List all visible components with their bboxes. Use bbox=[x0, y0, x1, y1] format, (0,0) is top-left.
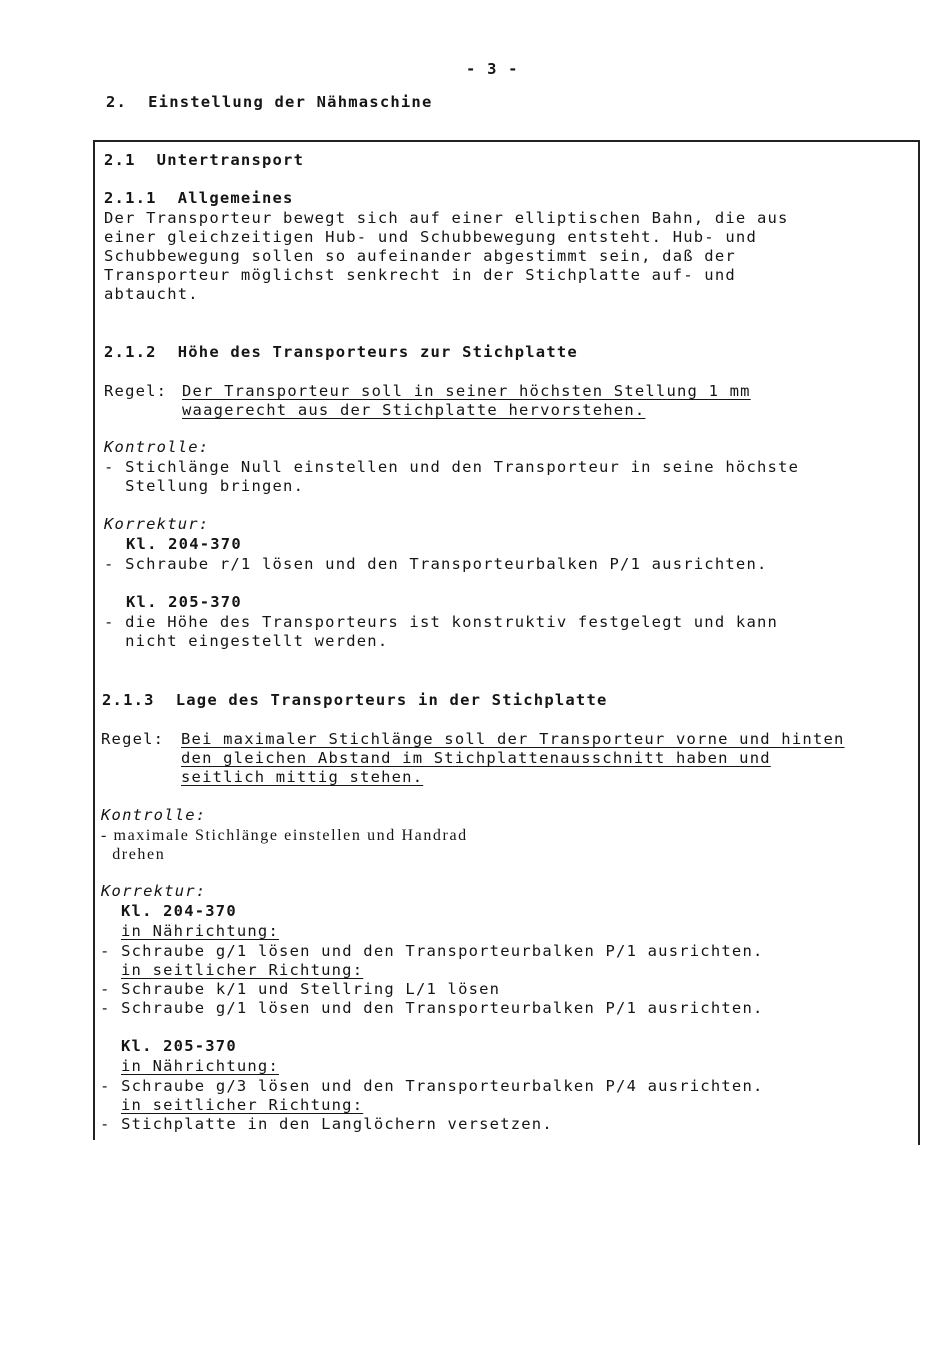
direction-label: in Nährichtung: bbox=[121, 1057, 279, 1075]
body-line: abtaucht. bbox=[104, 285, 199, 303]
regel-text: seitlich mittig stehen. bbox=[181, 768, 424, 786]
class-label: Kl. 204-370 bbox=[121, 902, 237, 920]
kontrolle-line: Stellung bringen. bbox=[104, 477, 305, 495]
regel-text: den gleichen Abstand im Stichplattenausschnitt haben und bbox=[181, 749, 771, 767]
class-label: Kl. 205-370 bbox=[121, 1037, 237, 1055]
kontrolle-line: - Stichlänge Null einstellen und den Transporteur in seine höchste bbox=[104, 458, 800, 476]
kontrolle-line: - maximale Stichlänge einstellen und Handrad bbox=[101, 827, 468, 844]
page-number: - 3 - bbox=[466, 60, 519, 78]
direction-label: in seitlicher Richtung: bbox=[121, 961, 364, 979]
direction-label: in Nährichtung: bbox=[121, 922, 279, 940]
direction-label: in seitlicher Richtung: bbox=[121, 1096, 364, 1114]
regel-label: Regel: bbox=[101, 730, 165, 748]
regel-text: Bei maximaler Stichlänge soll der Transporteur vorne und hinten bbox=[181, 730, 845, 748]
section-2-1-heading: 2.1 Untertransport bbox=[104, 151, 305, 169]
body-line: Der Transporteur bewegt sich auf einer elliptischen Bahn, die aus bbox=[104, 209, 789, 227]
korrektur-line: - Schraube k/1 und Stellring L/1 lösen bbox=[100, 980, 501, 998]
body-line: Transporteur möglichst senkrecht in der Stichplatte auf- und bbox=[104, 266, 736, 284]
chapter-title: 2. Einstellung der Nähmaschine bbox=[106, 93, 433, 111]
frame-top-border bbox=[93, 140, 919, 142]
korrektur-line: - Schraube g/1 lösen und den Transporteurbalken P/1 ausrichten. bbox=[100, 999, 764, 1017]
frame-right-border bbox=[918, 140, 920, 1145]
section-2-1-1-heading: 2.1.1 Allgemeines bbox=[104, 189, 294, 207]
korrektur-label: Korrektur: bbox=[104, 515, 210, 533]
kontrolle-label: Kontrolle: bbox=[101, 806, 207, 824]
section-2-1-2-heading: 2.1.2 Höhe des Transporteurs zur Stichplatte bbox=[104, 343, 578, 361]
section-2-1-3-heading: 2.1.3 Lage des Transporteurs in der Stichplatte bbox=[102, 691, 608, 709]
korrektur-line: nicht eingestellt werden. bbox=[104, 632, 389, 650]
korrektur-line: - Stichplatte in den Langlöchern versetzen. bbox=[100, 1115, 553, 1133]
body-line: Schubbewegung sollen so aufeinander abgestimmt sein, daß der bbox=[104, 247, 736, 265]
korrektur-line: - Schraube r/1 lösen und den Transporteurbalken P/1 ausrichten. bbox=[104, 555, 768, 573]
kontrolle-line: drehen bbox=[101, 846, 166, 863]
regel-text: waagerecht aus der Stichplatte hervorstehen. bbox=[182, 401, 646, 419]
class-label: Kl. 204-370 bbox=[126, 535, 242, 553]
frame-left-border bbox=[93, 140, 95, 1140]
korrektur-label: Korrektur: bbox=[101, 882, 207, 900]
korrektur-line: - die Höhe des Transporteurs ist konstruktiv festgelegt und kann bbox=[104, 613, 779, 631]
class-label: Kl. 205-370 bbox=[126, 593, 242, 611]
korrektur-line: - Schraube g/3 lösen und den Transporteurbalken P/4 ausrichten. bbox=[100, 1077, 764, 1095]
korrektur-line: - Schraube g/1 lösen und den Transporteurbalken P/1 ausrichten. bbox=[100, 942, 764, 960]
kontrolle-label: Kontrolle: bbox=[104, 438, 210, 456]
regel-text: Der Transporteur soll in seiner höchsten Stellung 1 mm bbox=[182, 382, 751, 400]
body-line: einer gleichzeitigen Hub- und Schubbewegung entsteht. Hub- und bbox=[104, 228, 757, 246]
regel-label: Regel: bbox=[104, 382, 168, 400]
